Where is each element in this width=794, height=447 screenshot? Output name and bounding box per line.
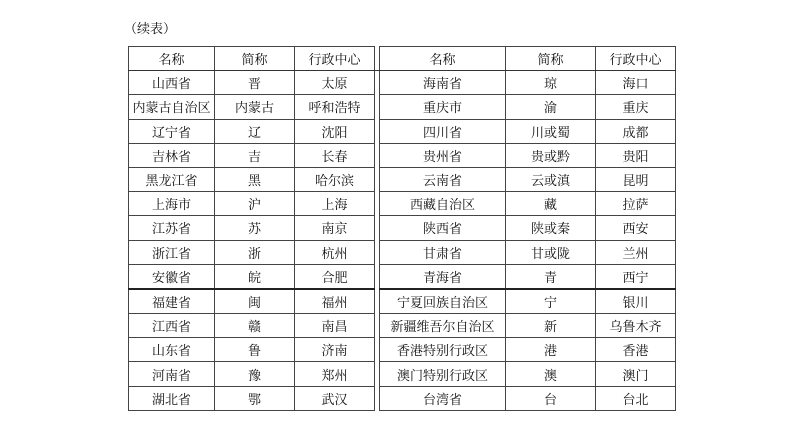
left-name-cell: 内蒙古自治区 xyxy=(129,95,215,119)
left-abbr-cell: 苏 xyxy=(215,216,295,240)
table-row xyxy=(129,71,676,95)
table-row xyxy=(129,264,676,289)
right-capital-cell: 兰州 xyxy=(596,240,676,264)
left-capital-cell: 福州 xyxy=(295,289,375,314)
left-abbr-cell: 晋 xyxy=(215,71,295,95)
left-capital-cell: 太原 xyxy=(295,71,375,95)
left-abbr-cell: 鄂 xyxy=(215,386,295,410)
left-name-cell: 江西省 xyxy=(129,314,215,338)
table-header-row xyxy=(129,47,676,71)
left-capital-cell: 南昌 xyxy=(295,314,375,338)
right-capital-cell: 西宁 xyxy=(596,264,676,289)
right-capital-cell: 拉萨 xyxy=(596,192,676,216)
right-capital-cell: 乌鲁木齐 xyxy=(596,314,676,338)
left-name-cell: 江苏省 xyxy=(129,216,215,240)
right-abbr-cell: 台 xyxy=(506,386,596,410)
right-abbr-cell: 澳 xyxy=(506,362,596,386)
table-row xyxy=(129,216,676,240)
right-name-cell: 台湾省 xyxy=(380,386,506,410)
right-name-cell: 澳门特别行政区 xyxy=(380,362,506,386)
left-capital-cell: 呼和浩特 xyxy=(295,95,375,119)
left-capital-cell: 上海 xyxy=(295,192,375,216)
right-name-cell: 西藏自治区 xyxy=(380,192,506,216)
left-capital-cell: 杭州 xyxy=(295,240,375,264)
left-abbr-cell: 豫 xyxy=(215,362,295,386)
table-caption: （续表） xyxy=(124,22,177,37)
right-name-cell: 四川省 xyxy=(380,119,506,143)
right-name-cell: 甘肃省 xyxy=(380,240,506,264)
left-name-cell: 河南省 xyxy=(129,362,215,386)
table-row xyxy=(129,362,676,386)
left-abbr-cell: 鲁 xyxy=(215,338,295,362)
table-row xyxy=(129,289,676,314)
left-name-cell: 湖北省 xyxy=(129,386,215,410)
right-capital-cell: 昆明 xyxy=(596,167,676,191)
right-abbr-cell: 云或滇 xyxy=(506,167,596,191)
header-abbr-right: 简称 xyxy=(506,47,596,71)
left-name-cell: 吉林省 xyxy=(129,143,215,167)
right-name-cell: 云南省 xyxy=(380,167,506,191)
right-name-cell: 新疆维吾尔自治区 xyxy=(380,314,506,338)
left-abbr-cell: 皖 xyxy=(215,264,295,289)
header-name-right: 名称 xyxy=(380,47,506,71)
right-capital-cell: 贵阳 xyxy=(596,143,676,167)
right-capital-cell: 香港 xyxy=(596,338,676,362)
right-capital-cell: 西安 xyxy=(596,216,676,240)
right-abbr-cell: 甘或陇 xyxy=(506,240,596,264)
table-row xyxy=(129,240,676,264)
right-capital-cell: 台北 xyxy=(596,386,676,410)
right-abbr-cell: 贵或黔 xyxy=(506,143,596,167)
right-capital-cell: 澳门 xyxy=(596,362,676,386)
right-name-cell: 陕西省 xyxy=(380,216,506,240)
left-capital-cell: 郑州 xyxy=(295,362,375,386)
left-capital-cell: 济南 xyxy=(295,338,375,362)
table-row xyxy=(129,143,676,167)
right-name-cell: 贵州省 xyxy=(380,143,506,167)
header-capital-right: 行政中心 xyxy=(596,47,676,71)
left-name-cell: 山东省 xyxy=(129,338,215,362)
right-capital-cell: 成都 xyxy=(596,119,676,143)
right-name-cell: 海南省 xyxy=(380,71,506,95)
provinces-table xyxy=(128,46,676,411)
left-name-cell: 山西省 xyxy=(129,71,215,95)
table-row xyxy=(129,192,676,216)
left-capital-cell: 哈尔滨 xyxy=(295,167,375,191)
right-abbr-cell: 宁 xyxy=(506,289,596,314)
left-abbr-cell: 黑 xyxy=(215,167,295,191)
right-abbr-cell: 琼 xyxy=(506,71,596,95)
right-name-cell: 香港特别行政区 xyxy=(380,338,506,362)
left-name-cell: 福建省 xyxy=(129,289,215,314)
right-abbr-cell: 新 xyxy=(506,314,596,338)
header-abbr-left: 简称 xyxy=(215,47,295,71)
right-abbr-cell: 青 xyxy=(506,264,596,289)
left-abbr-cell: 赣 xyxy=(215,314,295,338)
right-abbr-cell: 川或蜀 xyxy=(506,119,596,143)
table-row xyxy=(129,314,676,338)
left-abbr-cell: 闽 xyxy=(215,289,295,314)
right-abbr-cell: 陕或秦 xyxy=(506,216,596,240)
left-name-cell: 辽宁省 xyxy=(129,119,215,143)
left-abbr-cell: 浙 xyxy=(215,240,295,264)
left-capital-cell: 长春 xyxy=(295,143,375,167)
left-capital-cell: 沈阳 xyxy=(295,119,375,143)
table-row xyxy=(129,386,676,410)
table-row xyxy=(129,95,676,119)
right-abbr-cell: 藏 xyxy=(506,192,596,216)
left-abbr-cell: 内蒙古 xyxy=(215,95,295,119)
right-name-cell: 青海省 xyxy=(380,264,506,289)
table-row xyxy=(129,119,676,143)
left-capital-cell: 合肥 xyxy=(295,264,375,289)
left-name-cell: 上海市 xyxy=(129,192,215,216)
table-row xyxy=(129,167,676,191)
left-abbr-cell: 辽 xyxy=(215,119,295,143)
left-name-cell: 浙江省 xyxy=(129,240,215,264)
left-capital-cell: 武汉 xyxy=(295,386,375,410)
table-row xyxy=(129,338,676,362)
right-capital-cell: 重庆 xyxy=(596,95,676,119)
left-abbr-cell: 吉 xyxy=(215,143,295,167)
header-capital-left: 行政中心 xyxy=(295,47,375,71)
right-capital-cell: 银川 xyxy=(596,289,676,314)
right-name-cell: 宁夏回族自治区 xyxy=(380,289,506,314)
left-capital-cell: 南京 xyxy=(295,216,375,240)
left-name-cell: 黑龙江省 xyxy=(129,167,215,191)
left-abbr-cell: 沪 xyxy=(215,192,295,216)
right-name-cell: 重庆市 xyxy=(380,95,506,119)
right-abbr-cell: 渝 xyxy=(506,95,596,119)
header-name-left: 名称 xyxy=(129,47,215,71)
right-capital-cell: 海口 xyxy=(596,71,676,95)
right-abbr-cell: 港 xyxy=(506,338,596,362)
left-name-cell: 安徽省 xyxy=(129,264,215,289)
